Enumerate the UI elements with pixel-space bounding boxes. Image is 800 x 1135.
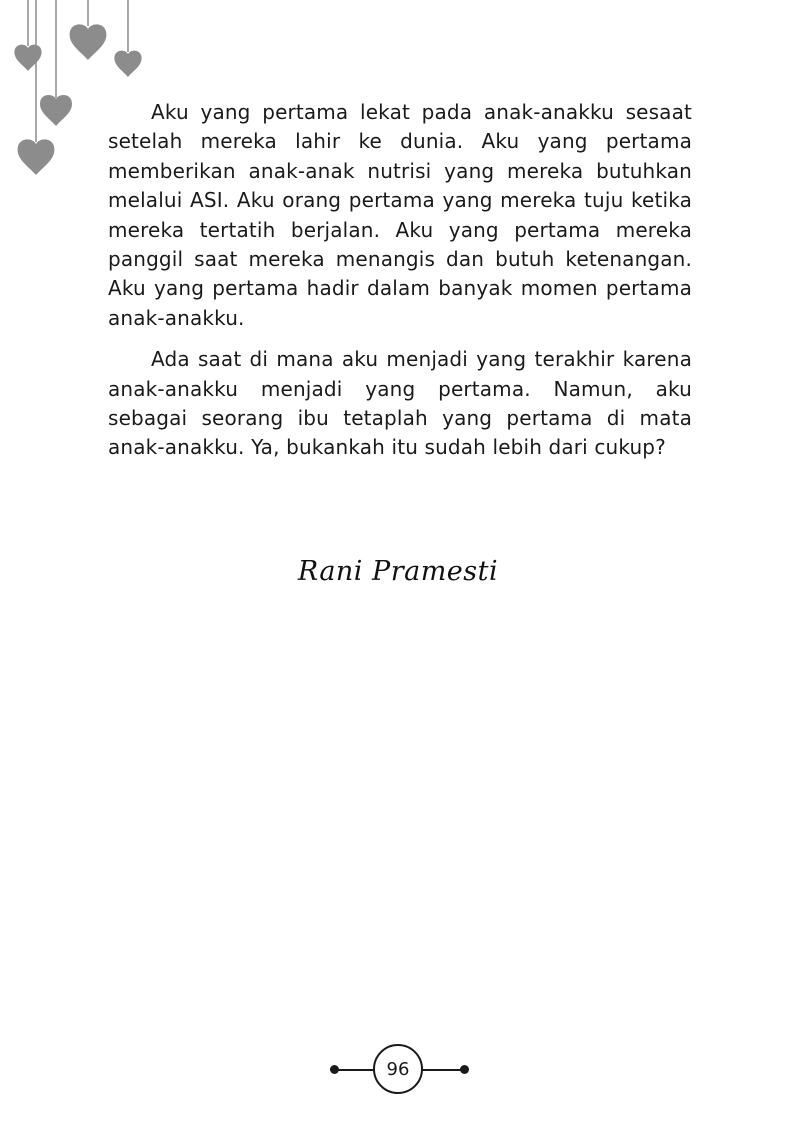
- heart-icon: [114, 51, 141, 77]
- right-dot: [460, 1065, 469, 1074]
- heart-icon: [70, 24, 107, 60]
- heart-icon: [18, 139, 55, 175]
- left-line: [336, 1069, 376, 1071]
- heart-icon: [14, 45, 41, 71]
- paragraph: Aku yang pertama lekat pada anak-anakku sesaat setelah mereka lahir ke dunia. Aku yang pertama memberikan anak-anak nutrisi yang mereka butuhkan melalui ASI. Aku orang pertama yang mereka tuju ketika mereka tertatih berjalan. Aku yang pertama mereka panggil saat mereka menangis dan butuh ketenangan. Aku yang pertama hadir dalam banyak momen pertama anak-anakku.: [108, 100, 692, 330]
- author-signature: Rani Pramesti: [297, 556, 499, 587]
- right-line: [421, 1069, 463, 1071]
- paragraph: Ada saat di mana aku menjadi yang terakhir karena anak-anakku menjadi yang pertama. Namun, aku sebagai seorang ibu tetaplah yang pertama di mata anak-anakku. Ya, bukankah itu sudah lebih dari cukup?: [108, 347, 692, 460]
- page-number: 96: [373, 1044, 423, 1094]
- body-text: [108, 98, 692, 475]
- heart-icon: [40, 95, 72, 126]
- page-number-footer: [0, 1043, 800, 1097]
